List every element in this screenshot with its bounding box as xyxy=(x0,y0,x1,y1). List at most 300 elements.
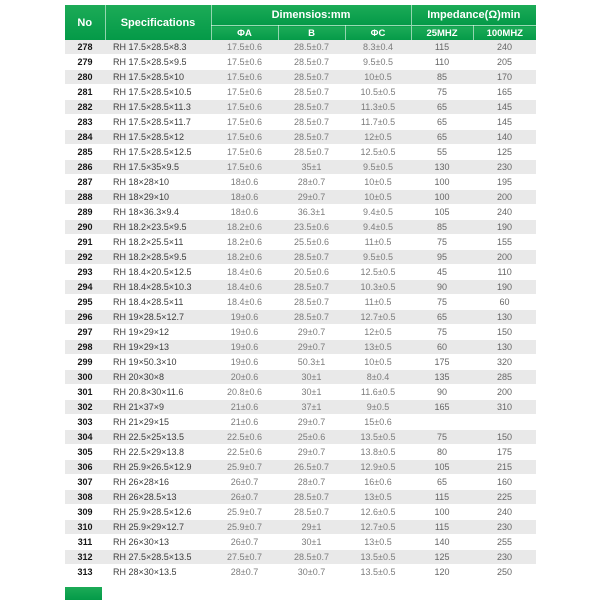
impedance-100mhz: 150 xyxy=(473,325,536,340)
row-no: 281 xyxy=(65,85,105,100)
impedance-25mhz: 130 xyxy=(411,160,473,175)
dim-phi-c: 8.3±0.4 xyxy=(345,40,411,55)
impedance-25mhz: 110 xyxy=(411,55,473,70)
dim-phi-c: 9.5±0.5 xyxy=(345,160,411,175)
dim-b: 30±1 xyxy=(278,535,345,550)
impedance-100mhz: 155 xyxy=(473,235,536,250)
table-body xyxy=(65,40,536,580)
spec-table-container xyxy=(65,5,536,580)
row-spec: RH 18.2×25.5×11 xyxy=(105,235,211,250)
impedance-25mhz: 140 xyxy=(411,535,473,550)
dim-phi-a: 25.9±0.7 xyxy=(211,460,278,475)
table-header xyxy=(65,5,536,40)
dim-phi-c: 12.6±0.5 xyxy=(345,505,411,520)
dim-phi-a: 18.4±0.6 xyxy=(211,265,278,280)
row-spec: RH 28×30×13.5 xyxy=(105,565,211,580)
dim-phi-a: 19±0.6 xyxy=(211,325,278,340)
col-header-no: No xyxy=(65,5,105,40)
dim-phi-c: 9.4±0.5 xyxy=(345,205,411,220)
dim-b: 25.5±0.6 xyxy=(278,235,345,250)
impedance-25mhz: 100 xyxy=(411,175,473,190)
dim-phi-a: 27.5±0.7 xyxy=(211,550,278,565)
impedance-100mhz: 230 xyxy=(473,550,536,565)
row-spec: RH 19×50.3×10 xyxy=(105,355,211,370)
dim-b: 28.5±0.7 xyxy=(278,85,345,100)
impedance-100mhz: 190 xyxy=(473,220,536,235)
impedance-100mhz: 160 xyxy=(473,475,536,490)
dim-phi-a: 28±0.7 xyxy=(211,565,278,580)
impedance-100mhz: 175 xyxy=(473,445,536,460)
dim-phi-c: 11±0.5 xyxy=(345,235,411,250)
dim-b: 29±0.7 xyxy=(278,340,345,355)
dim-b: 26.5±0.7 xyxy=(278,460,345,475)
dim-phi-a: 25.9±0.7 xyxy=(211,505,278,520)
row-no: 282 xyxy=(65,100,105,115)
dim-b: 29±0.7 xyxy=(278,325,345,340)
impedance-25mhz xyxy=(411,415,473,430)
dim-phi-c: 12.9±0.5 xyxy=(345,460,411,475)
impedance-25mhz: 90 xyxy=(411,385,473,400)
dim-phi-c: 15±0.6 xyxy=(345,415,411,430)
row-no: 312 xyxy=(65,550,105,565)
row-no: 288 xyxy=(65,190,105,205)
dim-phi-c: 11.3±0.5 xyxy=(345,100,411,115)
row-spec: RH 25.9×28.5×12.6 xyxy=(105,505,211,520)
impedance-25mhz: 115 xyxy=(411,40,473,55)
dim-phi-a: 20.8±0.6 xyxy=(211,385,278,400)
dim-b: 37±1 xyxy=(278,400,345,415)
impedance-25mhz: 75 xyxy=(411,235,473,250)
row-no: 294 xyxy=(65,280,105,295)
dim-phi-c: 11±0.5 xyxy=(345,295,411,310)
impedance-25mhz: 80 xyxy=(411,445,473,460)
dim-phi-c: 12.5±0.5 xyxy=(345,145,411,160)
row-no: 290 xyxy=(65,220,105,235)
row-spec: RH 18×29×10 xyxy=(105,190,211,205)
dim-phi-c: 10.5±0.5 xyxy=(345,85,411,100)
dim-phi-a: 17.5±0.6 xyxy=(211,100,278,115)
dim-phi-a: 17.5±0.6 xyxy=(211,145,278,160)
dim-phi-a: 17.5±0.6 xyxy=(211,85,278,100)
dim-b: 29±0.7 xyxy=(278,445,345,460)
dim-phi-c: 8±0.4 xyxy=(345,370,411,385)
table-row xyxy=(65,70,536,85)
impedance-100mhz: 200 xyxy=(473,385,536,400)
table-row xyxy=(65,190,536,205)
row-no: 310 xyxy=(65,520,105,535)
table-row xyxy=(65,445,536,460)
dim-b: 28.5±0.7 xyxy=(278,145,345,160)
impedance-25mhz: 75 xyxy=(411,295,473,310)
table-row xyxy=(65,130,536,145)
dim-b: 28.5±0.7 xyxy=(278,250,345,265)
impedance-25mhz: 105 xyxy=(411,460,473,475)
impedance-25mhz: 105 xyxy=(411,205,473,220)
impedance-100mhz: 200 xyxy=(473,250,536,265)
row-no: 283 xyxy=(65,115,105,130)
row-no: 293 xyxy=(65,265,105,280)
col-header-specifications: Specifications xyxy=(105,5,211,40)
impedance-25mhz: 45 xyxy=(411,265,473,280)
dim-phi-a: 22.5±0.6 xyxy=(211,445,278,460)
col-header-phi-a: ΦA xyxy=(211,26,278,41)
dim-phi-a: 17.5±0.6 xyxy=(211,70,278,85)
dim-b: 28±0.7 xyxy=(278,475,345,490)
dim-phi-a: 21±0.6 xyxy=(211,400,278,415)
dim-phi-a: 26±0.7 xyxy=(211,475,278,490)
dim-b: 29±1 xyxy=(278,520,345,535)
row-no: 287 xyxy=(65,175,105,190)
row-no: 303 xyxy=(65,415,105,430)
row-no: 298 xyxy=(65,340,105,355)
dim-phi-c: 9±0.5 xyxy=(345,400,411,415)
row-spec: RH 17.5×28.5×10 xyxy=(105,70,211,85)
impedance-100mhz xyxy=(473,415,536,430)
row-spec: RH 18.4×28.5×11 xyxy=(105,295,211,310)
row-no: 305 xyxy=(65,445,105,460)
table-row xyxy=(65,175,536,190)
dim-b: 30±1 xyxy=(278,385,345,400)
impedance-25mhz: 115 xyxy=(411,520,473,535)
dim-phi-a: 17.5±0.6 xyxy=(211,160,278,175)
row-no: 304 xyxy=(65,430,105,445)
row-spec: RH 21×29×15 xyxy=(105,415,211,430)
dim-phi-a: 18.2±0.6 xyxy=(211,250,278,265)
row-no: 280 xyxy=(65,70,105,85)
row-spec: RH 19×28.5×12.7 xyxy=(105,310,211,325)
impedance-100mhz: 230 xyxy=(473,520,536,535)
row-no: 286 xyxy=(65,160,105,175)
dim-phi-a: 21±0.6 xyxy=(211,415,278,430)
impedance-100mhz: 215 xyxy=(473,460,536,475)
dim-phi-c: 10±0.5 xyxy=(345,190,411,205)
row-spec: RH 27.5×28.5×13.5 xyxy=(105,550,211,565)
dim-phi-c: 12±0.5 xyxy=(345,325,411,340)
table-row xyxy=(65,460,536,475)
impedance-100mhz: 125 xyxy=(473,145,536,160)
row-no: 309 xyxy=(65,505,105,520)
dim-phi-a: 17.5±0.6 xyxy=(211,130,278,145)
table-row xyxy=(65,250,536,265)
dim-phi-a: 18±0.6 xyxy=(211,175,278,190)
impedance-25mhz: 165 xyxy=(411,400,473,415)
row-spec: RH 18.4×20.5×12.5 xyxy=(105,265,211,280)
dim-phi-a: 17.5±0.6 xyxy=(211,55,278,70)
table-row xyxy=(65,340,536,355)
table-row xyxy=(65,220,536,235)
table-row xyxy=(65,400,536,415)
impedance-25mhz: 60 xyxy=(411,340,473,355)
table-row xyxy=(65,355,536,370)
row-spec: RH 18×36.3×9.4 xyxy=(105,205,211,220)
row-no: 279 xyxy=(65,55,105,70)
impedance-100mhz: 145 xyxy=(473,115,536,130)
row-no: 301 xyxy=(65,385,105,400)
row-no: 295 xyxy=(65,295,105,310)
row-spec: RH 25.9×29×12.7 xyxy=(105,520,211,535)
row-spec: RH 20.8×30×11.6 xyxy=(105,385,211,400)
row-spec: RH 22.5×25×13.5 xyxy=(105,430,211,445)
impedance-100mhz: 60 xyxy=(473,295,536,310)
row-spec: RH 20×30×8 xyxy=(105,370,211,385)
dim-b: 28.5±0.7 xyxy=(278,100,345,115)
dim-b: 28.5±0.7 xyxy=(278,280,345,295)
dim-phi-a: 18±0.6 xyxy=(211,190,278,205)
dim-phi-a: 26±0.7 xyxy=(211,535,278,550)
impedance-100mhz: 140 xyxy=(473,130,536,145)
impedance-100mhz: 170 xyxy=(473,70,536,85)
row-spec: RH 26×30×13 xyxy=(105,535,211,550)
dim-phi-c: 9.5±0.5 xyxy=(345,55,411,70)
dim-phi-c: 13±0.5 xyxy=(345,535,411,550)
impedance-25mhz: 65 xyxy=(411,115,473,130)
dim-phi-a: 26±0.7 xyxy=(211,490,278,505)
row-spec: RH 26×28.5×13 xyxy=(105,490,211,505)
dim-phi-c: 10.3±0.5 xyxy=(345,280,411,295)
table-row xyxy=(65,520,536,535)
table-row xyxy=(65,565,536,580)
table-row xyxy=(65,280,536,295)
row-no: 291 xyxy=(65,235,105,250)
impedance-25mhz: 65 xyxy=(411,310,473,325)
row-no: 300 xyxy=(65,370,105,385)
dim-b: 29±0.7 xyxy=(278,190,345,205)
dim-phi-c: 10±0.5 xyxy=(345,175,411,190)
col-header-dimensions: Dimensios:mm xyxy=(211,5,411,26)
dim-phi-c: 10±0.5 xyxy=(345,355,411,370)
dim-b: 20.5±0.6 xyxy=(278,265,345,280)
dim-phi-a: 18.2±0.6 xyxy=(211,220,278,235)
col-header-b: B xyxy=(278,26,345,41)
row-no: 311 xyxy=(65,535,105,550)
row-no: 297 xyxy=(65,325,105,340)
impedance-100mhz: 225 xyxy=(473,490,536,505)
dim-b: 35±1 xyxy=(278,160,345,175)
table-row xyxy=(65,430,536,445)
impedance-100mhz: 200 xyxy=(473,190,536,205)
table-row xyxy=(65,265,536,280)
row-no: 285 xyxy=(65,145,105,160)
impedance-25mhz: 100 xyxy=(411,190,473,205)
dim-phi-c: 13.5±0.5 xyxy=(345,565,411,580)
table-row xyxy=(65,535,536,550)
impedance-100mhz: 240 xyxy=(473,205,536,220)
impedance-25mhz: 55 xyxy=(411,145,473,160)
dim-b: 30±0.7 xyxy=(278,565,345,580)
impedance-25mhz: 115 xyxy=(411,490,473,505)
table-row xyxy=(65,205,536,220)
table-row xyxy=(65,295,536,310)
dim-phi-c: 10±0.5 xyxy=(345,70,411,85)
impedance-25mhz: 135 xyxy=(411,370,473,385)
table-row xyxy=(65,385,536,400)
row-spec: RH 17.5×35×9.5 xyxy=(105,160,211,175)
row-no: 292 xyxy=(65,250,105,265)
dim-phi-c: 13.8±0.5 xyxy=(345,445,411,460)
impedance-25mhz: 175 xyxy=(411,355,473,370)
dim-phi-c: 13.5±0.5 xyxy=(345,550,411,565)
impedance-25mhz: 65 xyxy=(411,475,473,490)
dim-phi-c: 11.7±0.5 xyxy=(345,115,411,130)
table-row xyxy=(65,235,536,250)
dim-phi-c: 12.7±0.5 xyxy=(345,520,411,535)
dim-phi-c: 12.7±0.5 xyxy=(345,310,411,325)
table-row xyxy=(65,490,536,505)
dim-phi-c: 12±0.5 xyxy=(345,130,411,145)
row-no: 313 xyxy=(65,565,105,580)
dim-b: 28.5±0.7 xyxy=(278,40,345,55)
dim-b: 28.5±0.7 xyxy=(278,550,345,565)
impedance-100mhz: 320 xyxy=(473,355,536,370)
dim-b: 23.5±0.6 xyxy=(278,220,345,235)
impedance-100mhz: 110 xyxy=(473,265,536,280)
impedance-25mhz: 120 xyxy=(411,565,473,580)
table-row xyxy=(65,160,536,175)
row-spec: RH 18×28×10 xyxy=(105,175,211,190)
row-no: 306 xyxy=(65,460,105,475)
dim-phi-c: 9.5±0.5 xyxy=(345,250,411,265)
impedance-25mhz: 85 xyxy=(411,70,473,85)
col-header-impedance: Impedance(Ω)min xyxy=(411,5,536,26)
table-row xyxy=(65,505,536,520)
table-row xyxy=(65,325,536,340)
row-no: 284 xyxy=(65,130,105,145)
table-row xyxy=(65,415,536,430)
impedance-25mhz: 95 xyxy=(411,250,473,265)
dim-phi-a: 19±0.6 xyxy=(211,310,278,325)
dim-phi-a: 20±0.6 xyxy=(211,370,278,385)
row-spec: RH 17.5×28.5×10.5 xyxy=(105,85,211,100)
dim-b: 28±0.7 xyxy=(278,175,345,190)
dim-phi-c: 9.4±0.5 xyxy=(345,220,411,235)
row-spec: RH 17.5×28.5×8.3 xyxy=(105,40,211,55)
table-row xyxy=(65,310,536,325)
impedance-100mhz: 190 xyxy=(473,280,536,295)
dim-phi-a: 22.5±0.6 xyxy=(211,430,278,445)
impedance-25mhz: 90 xyxy=(411,280,473,295)
impedance-25mhz: 125 xyxy=(411,550,473,565)
impedance-100mhz: 130 xyxy=(473,340,536,355)
impedance-25mhz: 65 xyxy=(411,130,473,145)
dim-b: 28.5±0.7 xyxy=(278,130,345,145)
impedance-25mhz: 75 xyxy=(411,430,473,445)
table-row xyxy=(65,85,536,100)
row-spec: RH 17.5×28.5×11.3 xyxy=(105,100,211,115)
dim-phi-a: 18.4±0.6 xyxy=(211,295,278,310)
row-spec: RH 17.5×28.5×9.5 xyxy=(105,55,211,70)
row-no: 296 xyxy=(65,310,105,325)
impedance-100mhz: 310 xyxy=(473,400,536,415)
dim-phi-c: 13±0.5 xyxy=(345,340,411,355)
dim-b: 30±1 xyxy=(278,370,345,385)
table-row xyxy=(65,145,536,160)
impedance-25mhz: 75 xyxy=(411,85,473,100)
dim-b: 28.5±0.7 xyxy=(278,505,345,520)
dim-phi-a: 17.5±0.6 xyxy=(211,40,278,55)
impedance-100mhz: 145 xyxy=(473,100,536,115)
dim-phi-a: 17.5±0.6 xyxy=(211,115,278,130)
row-spec: RH 19×29×13 xyxy=(105,340,211,355)
row-no: 278 xyxy=(65,40,105,55)
impedance-100mhz: 130 xyxy=(473,310,536,325)
table-row xyxy=(65,55,536,70)
row-no: 307 xyxy=(65,475,105,490)
dim-phi-a: 18±0.6 xyxy=(211,205,278,220)
dim-b: 28.5±0.7 xyxy=(278,115,345,130)
row-spec: RH 21×37×9 xyxy=(105,400,211,415)
dim-b: 25±0.6 xyxy=(278,430,345,445)
impedance-25mhz: 75 xyxy=(411,325,473,340)
impedance-25mhz: 85 xyxy=(411,220,473,235)
dim-phi-a: 18.4±0.6 xyxy=(211,280,278,295)
row-spec: RH 18.2×23.5×9.5 xyxy=(105,220,211,235)
dim-b: 28.5±0.7 xyxy=(278,310,345,325)
dim-phi-c: 12.5±0.5 xyxy=(345,265,411,280)
impedance-100mhz: 285 xyxy=(473,370,536,385)
dim-phi-c: 13±0.5 xyxy=(345,490,411,505)
impedance-25mhz: 65 xyxy=(411,100,473,115)
impedance-100mhz: 240 xyxy=(473,505,536,520)
impedance-25mhz: 100 xyxy=(411,505,473,520)
impedance-100mhz: 255 xyxy=(473,535,536,550)
col-header-phi-c: ΦC xyxy=(345,26,411,41)
col-header-25mhz: 25MHZ xyxy=(411,26,473,41)
row-spec: RH 17.5×28.5×11.7 xyxy=(105,115,211,130)
impedance-100mhz: 250 xyxy=(473,565,536,580)
dim-phi-a: 18.2±0.6 xyxy=(211,235,278,250)
dim-phi-a: 19±0.6 xyxy=(211,340,278,355)
row-no: 302 xyxy=(65,400,105,415)
table-row xyxy=(65,370,536,385)
dim-b: 28.5±0.7 xyxy=(278,55,345,70)
row-no: 308 xyxy=(65,490,105,505)
col-header-100mhz: 100MHZ xyxy=(473,26,536,41)
row-spec: RH 17.5×28.5×12 xyxy=(105,130,211,145)
dim-b: 29±0.7 xyxy=(278,415,345,430)
row-spec: RH 22.5×29×13.8 xyxy=(105,445,211,460)
impedance-100mhz: 150 xyxy=(473,430,536,445)
impedance-100mhz: 165 xyxy=(473,85,536,100)
table-row xyxy=(65,115,536,130)
next-section-header-partial xyxy=(65,587,102,600)
row-no: 299 xyxy=(65,355,105,370)
table-row xyxy=(65,475,536,490)
dim-phi-a: 25.9±0.7 xyxy=(211,520,278,535)
row-spec: RH 17.5×28.5×12.5 xyxy=(105,145,211,160)
row-no: 289 xyxy=(65,205,105,220)
table-row xyxy=(65,550,536,565)
dim-phi-a: 19±0.6 xyxy=(211,355,278,370)
table-row xyxy=(65,40,536,55)
row-spec: RH 26×28×16 xyxy=(105,475,211,490)
dim-phi-c: 16±0.6 xyxy=(345,475,411,490)
impedance-100mhz: 205 xyxy=(473,55,536,70)
row-spec: RH 25.9×26.5×12.9 xyxy=(105,460,211,475)
row-spec: RH 18.2×28.5×9.5 xyxy=(105,250,211,265)
impedance-100mhz: 240 xyxy=(473,40,536,55)
dim-b: 28.5±0.7 xyxy=(278,490,345,505)
dim-b: 28.5±0.7 xyxy=(278,70,345,85)
dim-b: 50.3±1 xyxy=(278,355,345,370)
row-spec: RH 18.4×28.5×10.3 xyxy=(105,280,211,295)
impedance-100mhz: 195 xyxy=(473,175,536,190)
dim-phi-c: 13.5±0.5 xyxy=(345,430,411,445)
table-row xyxy=(65,100,536,115)
dim-phi-c: 11.6±0.5 xyxy=(345,385,411,400)
impedance-100mhz: 230 xyxy=(473,160,536,175)
spec-table xyxy=(65,5,536,580)
dim-b: 36.3±1 xyxy=(278,205,345,220)
